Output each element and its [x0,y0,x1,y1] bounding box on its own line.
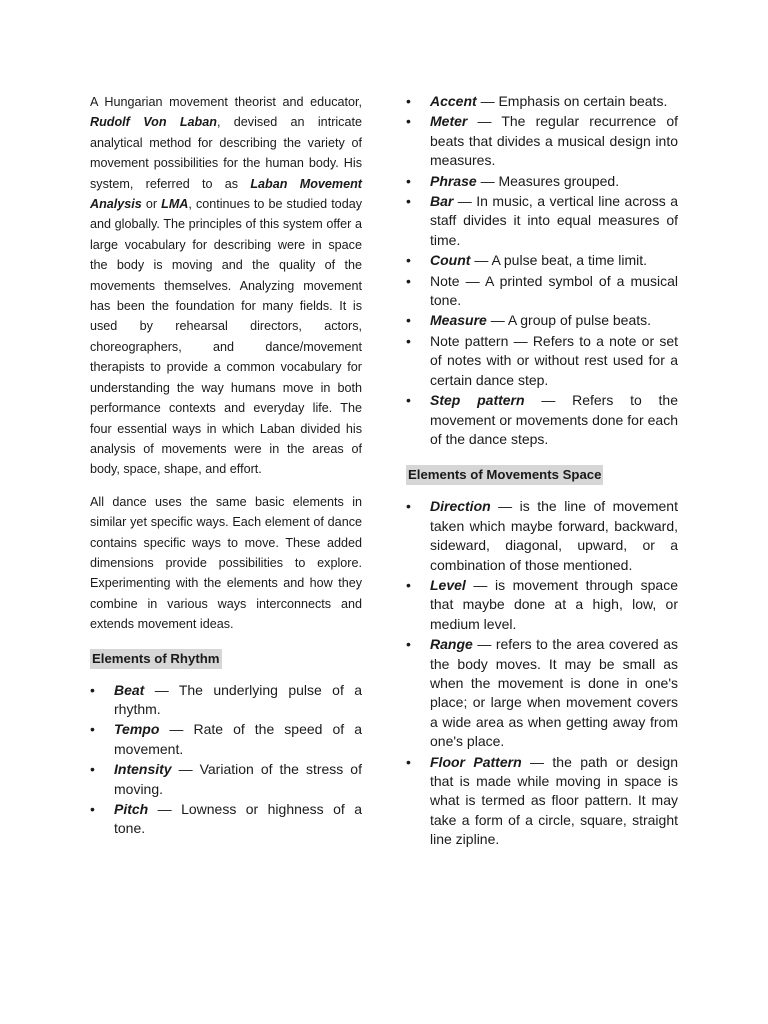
laban-name: Rudolf Von Laban [90,115,217,130]
term-label: Accent [430,93,477,109]
list-item [406,391,678,449]
term-definition: — A group of pulse beats. [486,312,652,329]
rhythm-list-left [90,681,362,839]
intro-text: , devised an intricate analytical method for describing the variety of movement possibilities for the human body. His system, referred to as [90,115,362,191]
list-item [406,272,678,311]
term-definition: — Lowness or highness of a tone. [114,801,362,837]
term-definition: — The regular recurrence of beats that divides a musical design into measures. [430,113,678,169]
term-label: Measure [430,312,487,329]
term-label: Phrase [430,172,477,189]
term-label: Count [430,252,471,269]
list-item [406,172,678,191]
list-item [90,681,362,720]
term-definition: Note pattern — Refers to a note or set of notes with or without rest used for a certain dance step. [430,332,678,388]
list-item [90,720,362,759]
bullet-icon: • [406,332,411,349]
list-item [406,311,678,330]
bullet-icon: • [90,721,95,738]
space-heading: Elements of Movements Space [406,465,603,485]
term-label: Range [430,636,473,653]
space-list [406,497,678,849]
term-label: Level [430,576,466,593]
term-definition: — the path or design that is made while moving in space is what is termed as floor pattern. It may take a form of a circle, square, straight line zipline. [430,753,678,848]
lma-full-name: Laban Movement Analysis [90,176,362,212]
lma-abbrev: LMA [161,197,189,212]
list-item [90,760,362,799]
bullet-icon: • [90,801,95,817]
term-label: Direction [430,498,491,515]
bullet-icon: • [406,172,411,189]
bullet-icon: • [406,498,411,515]
bullet-icon: • [406,272,411,289]
bullet-icon: • [406,252,411,269]
term-label: Meter [430,113,468,130]
term-definition: — Emphasis on certain beats. [476,93,668,109]
list-item [406,92,678,111]
term-definition: — Measures grouped. [476,172,620,189]
term-label: Pitch [114,801,149,817]
bullet-icon: • [406,193,411,210]
bullet-icon: • [406,636,411,653]
bullet-icon: • [406,392,411,409]
term-definition: — is movement through space that maybe done at a high, low, or medium level. [430,576,678,632]
intro-text: or [141,197,162,212]
list-item [406,332,678,390]
term-definition: — Refers to the movement or movements done for each of the dance steps. [430,392,678,447]
term-label: Floor Pattern [430,753,522,770]
term-definition: — A pulse beat, a time limit. [470,252,648,269]
term-definition: — The underlying pulse of a rhythm. [114,681,362,717]
term-label: Beat [114,681,145,698]
list-item [90,800,362,839]
bullet-icon: • [406,93,411,109]
list-item [406,112,678,170]
right-column [406,92,678,864]
term-definition: — refers to the area covered as the body moves. It may be small as when the movement is done in one's place; or large when movement covers a wide area as when getting away from one's place. [430,636,678,750]
term-label: Bar [430,193,454,210]
bullet-icon: • [406,753,411,770]
term-definition: — In music, a vertical line across a staff divides it into equal measures of time. [430,193,678,248]
bullet-icon: • [406,113,411,130]
term-label: Step pattern [430,392,525,409]
list-item [406,251,678,270]
term-definition: — is the line of movement taken which maybe forward, backward, sideward, diagonal, upward, or a combination of those mentioned. [430,498,678,573]
bullet-icon: • [90,681,95,698]
list-item [406,753,678,850]
intro-text: A Hungarian movement theorist and educator, [90,95,362,109]
intro-paragraph-2: All dance uses the same basic elements in similar yet specific ways. Each element of dance contains specific ways to move. These added dimensions provide possibilities to explore. Experimenting with the elements and how they combine in various ways interconnects and extends movement ideas. [90,494,362,632]
term-label: Intensity [114,761,172,778]
list-item [406,497,678,575]
list-item [406,635,678,751]
rhythm-list-right [406,92,678,449]
term-definition: Note — A printed symbol of a musical tone. [430,272,678,309]
bullet-icon: • [406,312,411,329]
list-item [406,192,678,250]
bullet-icon: • [90,761,95,778]
rhythm-heading: Elements of Rhythm [90,649,222,669]
left-column [90,92,362,853]
list-item [406,576,678,634]
term-definition: — Variation of the stress of moving. [114,761,362,797]
intro-paragraph-1 [90,92,362,480]
term-label: Tempo [114,721,160,738]
bullet-icon: • [406,576,411,593]
term-definition: — Rate of the speed of a movement. [114,721,362,757]
intro-text: , continues to be studied today and globally. The principles of this system offer a large vocabulary for describing were in space the body is moving and the quality of the movements themselves. Analyzing movement has been the foundation for many fields. It is used by rehearsal directors, actors, choreographers, and dance/movement therapists to provide a common vocabulary for understanding the way humans move in both performance contexts and everyday life. The four essential ways in which Laban divided his analysis of movements were in the areas of body, space, shape, and effort. [90,197,362,477]
